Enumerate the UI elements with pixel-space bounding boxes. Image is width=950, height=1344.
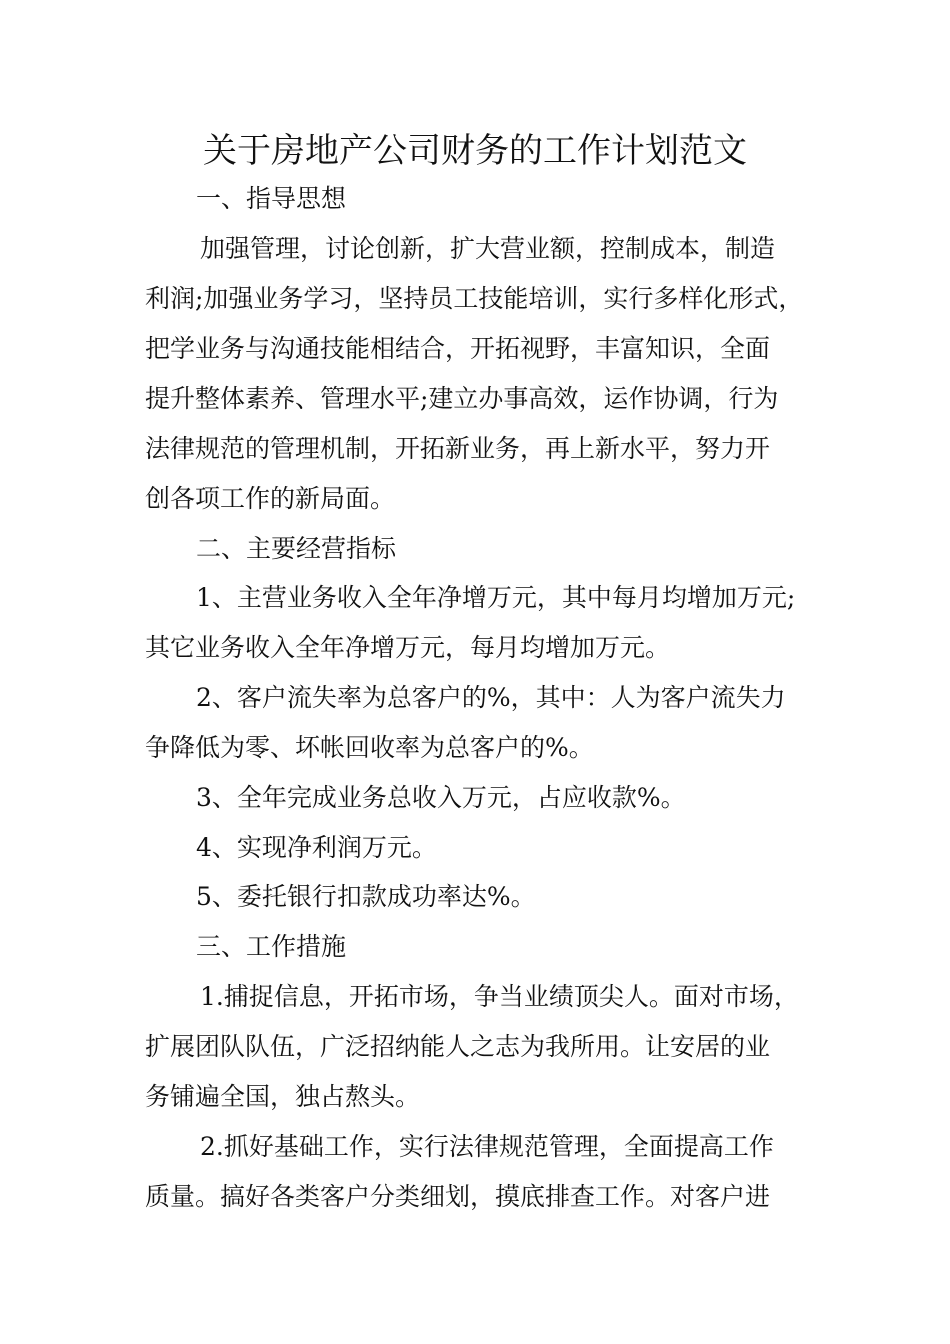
paragraph-line: 加强管理，讨论创新，扩大营业额，控制成本，制造 bbox=[200, 234, 776, 263]
section-heading-guiding-ideology: 一、指导思想 bbox=[196, 184, 347, 213]
paragraph-line: 创各项工作的新局面。 bbox=[145, 484, 396, 513]
list-item: 3、全年完成业务总收入万元，占应收款%。 bbox=[196, 783, 686, 812]
list-item: 1、主营业务收入全年净增万元，其中每月均增加万元; bbox=[196, 583, 796, 612]
list-item: 2.抓好基础工作，实行法律规范管理，全面提高工作 bbox=[200, 1132, 774, 1161]
section-heading-main-indicators: 二、主要经营指标 bbox=[196, 534, 397, 563]
paragraph-line: 提升整体素养、管理水平;建立办事高效，运作协调，行为 bbox=[145, 384, 779, 413]
paragraph-line: 法律规范的管理机制，开拓新业务，再上新水平，努力开 bbox=[145, 434, 771, 463]
list-item-continuation: 其它业务收入全年净增万元，每月均增加万元。 bbox=[145, 633, 671, 662]
list-item: 5、委托银行扣款成功率达%。 bbox=[196, 882, 536, 911]
list-item: 4、实现净利润万元。 bbox=[196, 833, 437, 862]
list-item: 1.捕捉信息，开拓市场，争当业绩顶尖人。面对市场， bbox=[200, 982, 799, 1011]
paragraph-line: 利润;加强业务学习，坚持员工技能培训，实行多样化形式， bbox=[145, 284, 804, 313]
list-item-continuation: 争降低为零、坏帐回收率为总客户的%。 bbox=[145, 733, 594, 762]
list-item: 2、客户流失率为总客户的%，其中：人为客户流失力 bbox=[196, 683, 786, 712]
list-item-continuation: 务铺遍全国，独占熬头。 bbox=[145, 1082, 421, 1111]
section-heading-work-measures: 三、工作措施 bbox=[196, 932, 347, 961]
list-item-continuation: 扩展团队队伍，广泛招纳能人之志为我所用。让安居的业 bbox=[145, 1032, 771, 1061]
paragraph-line: 把学业务与沟通技能相结合，开拓视野，丰富知识，全面 bbox=[145, 334, 771, 363]
document-title: 关于房地产公司财务的工作计划范文 bbox=[203, 131, 747, 171]
list-item-continuation: 质量。搞好各类客户分类细划，摸底排查工作。对客户进 bbox=[145, 1182, 771, 1211]
